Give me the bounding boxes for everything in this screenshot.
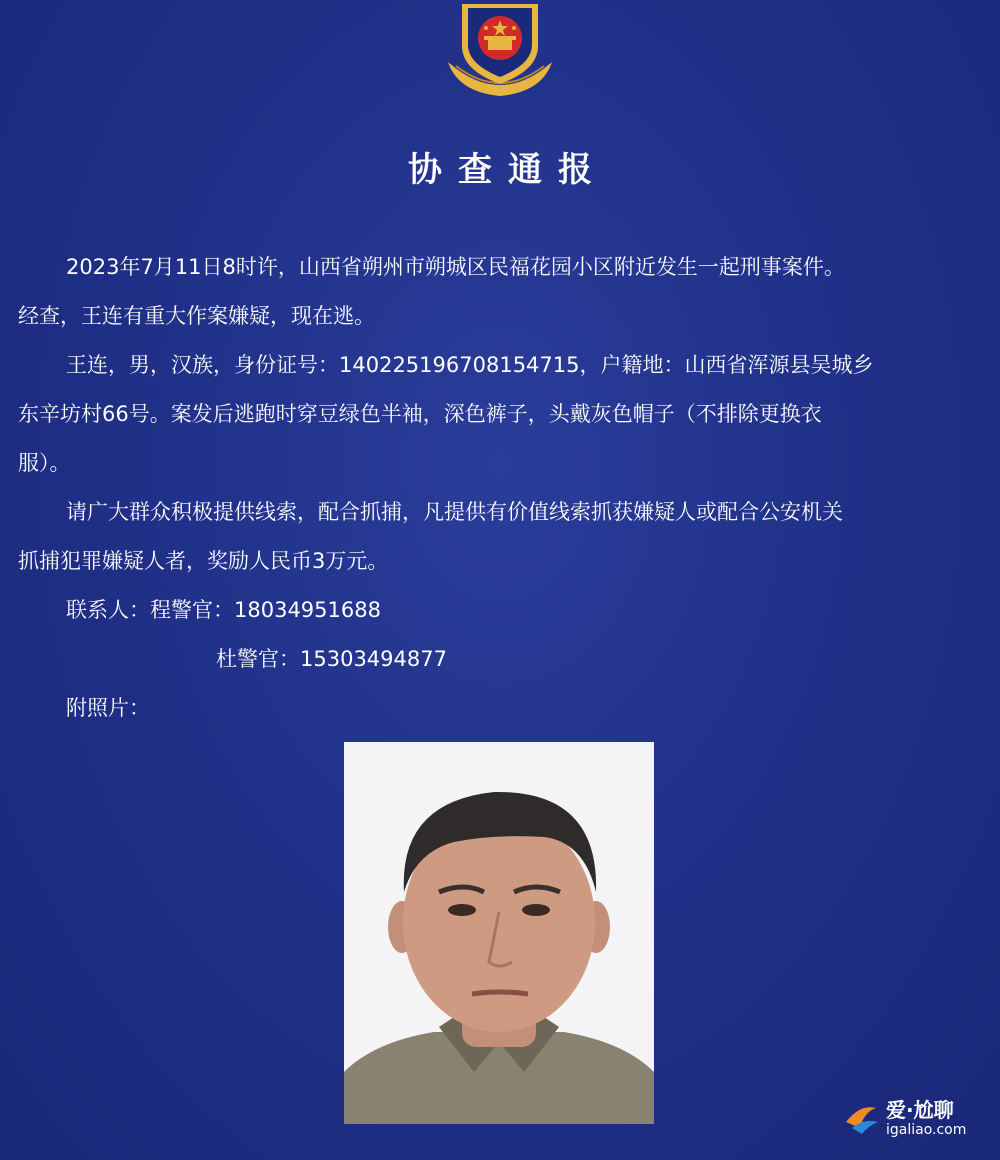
paragraph-reward: 请广大群众积极提供线索，配合抓捕，凡提供有价值线索抓获嫌疑人或配合公安机关 xyxy=(66,500,843,524)
contact-line-1: 联系人：程警官：18034951688 xyxy=(66,598,381,622)
watermark-text: 爱·尬聊 xyxy=(886,1098,954,1122)
portrait-image xyxy=(344,742,654,1124)
page-title: 协查通报 xyxy=(408,150,608,190)
paragraph-suspect-cont: 东辛坊村66号。案发后逃跑时穿豆绿色半袖，深色裤子，头戴灰色帽子（不排除更换衣 xyxy=(18,402,822,426)
notice-body xyxy=(18,243,982,733)
police-emblem-icon xyxy=(438,0,562,100)
suspect-photo xyxy=(344,742,654,1124)
contact-line-2: 杜警官：15303494877 xyxy=(216,647,447,671)
watermark-url: igaliao.com xyxy=(886,1122,967,1138)
photo-label: 附照片： xyxy=(66,696,150,720)
paragraph-incident-cont: 经查，王连有重大作案嫌疑，现在逃。 xyxy=(18,304,375,328)
paragraph-suspect: 王连，男，汉族，身份证号：140225196708154715，户籍地：山西省浑源县吴城乡 xyxy=(66,353,874,377)
paragraph-reward-cont: 抓捕犯罪嫌疑人者，奖励人民币3万元。 xyxy=(18,549,389,573)
paragraph-suspect-cont2: 服）。 xyxy=(18,451,71,475)
site-watermark xyxy=(842,1088,990,1148)
paragraph-incident: 2023年7月11日8时许，山西省朔州市朔城区民福花园小区附近发生一起刑事案件。 xyxy=(66,255,845,279)
watermark-logo-icon xyxy=(842,1098,882,1138)
